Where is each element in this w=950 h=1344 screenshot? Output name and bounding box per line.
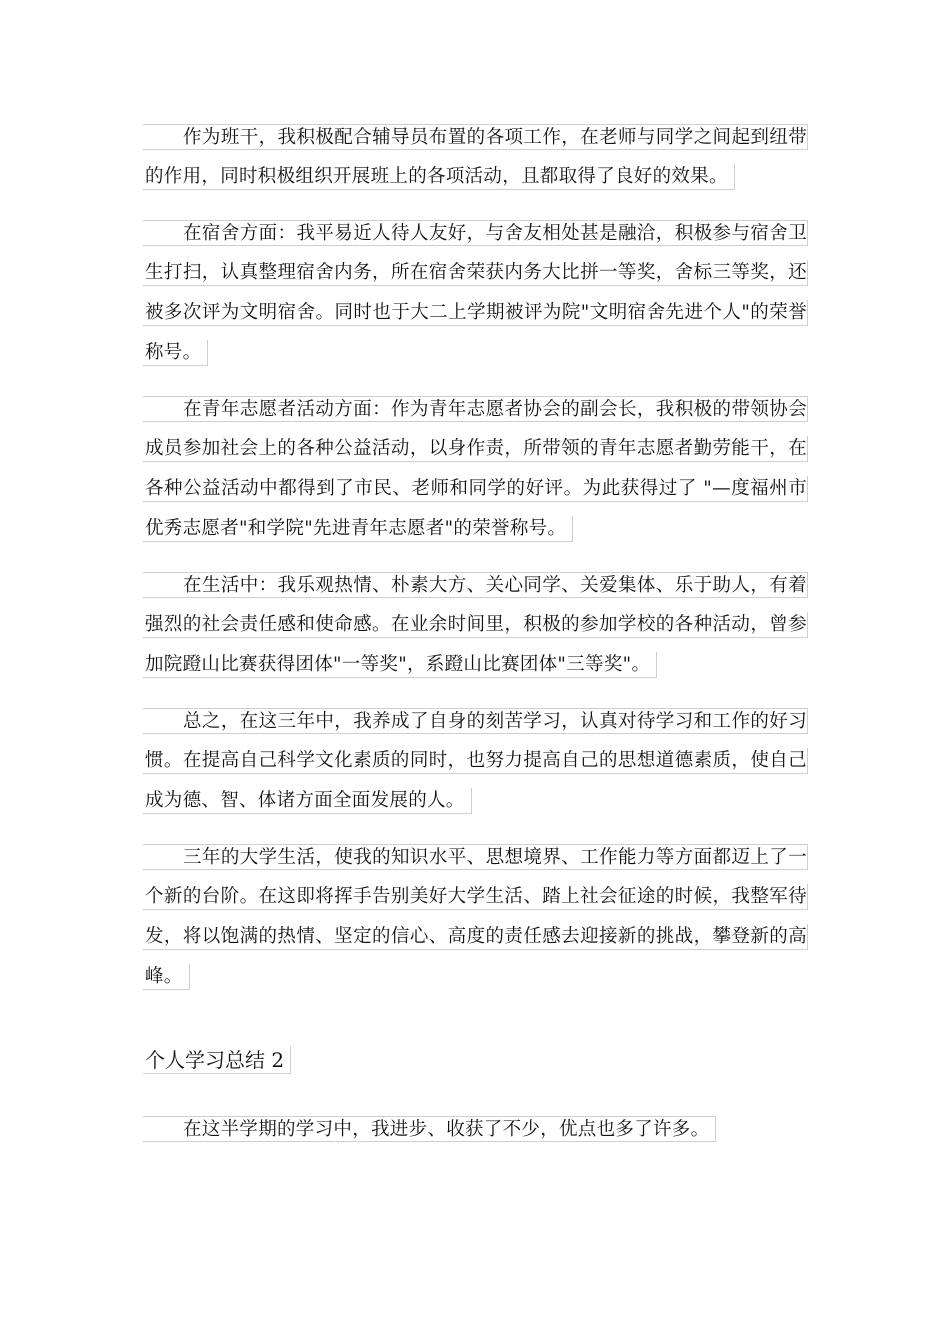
text-line: 称号。 bbox=[143, 340, 208, 366]
text-line: 优秀志愿者"和学院"先进青年志愿者"的荣誉称号。 bbox=[143, 516, 573, 542]
paragraph-dormitory bbox=[143, 220, 808, 366]
text-line: 峰。 bbox=[143, 964, 190, 990]
text-line: 各种公益活动中都得到了市民、老师和同学的好评。为此获得过了 "—度福州市 bbox=[143, 476, 808, 502]
text-line: 生打扫，认真整理宿舍内务，所在宿舍荣获内务大比拼一等奖，舍标三等奖，还 bbox=[143, 260, 808, 286]
text-line: 强烈的社会责任感和使命感。在业余时间里，积极的参加学校的各种活动，曾参 bbox=[143, 612, 808, 638]
text-line: 的作用，同时积极组织开展班上的各项活动，且都取得了良好的效果。 bbox=[143, 164, 735, 190]
paragraph-volunteer bbox=[143, 396, 808, 542]
paragraph-summary bbox=[143, 708, 808, 814]
text-line: 被多次评为文明宿舍。同时也于大二上学期被评为院"文明宿舍先进个人"的荣誉 bbox=[143, 300, 808, 326]
text-line: 在生活中：我乐观热情、朴素大方、关心同学、关爱集体、乐于助人，有着 bbox=[143, 572, 808, 598]
text-line: 加院蹬山比赛获得团体"一等奖"，系蹬山比赛团体"三等奖"。 bbox=[143, 652, 657, 678]
text-line: 个新的台阶。在这即将挥手告别美好大学生活、踏上社会征途的时候，我整军待 bbox=[143, 884, 808, 910]
paragraph-class-cadre bbox=[143, 124, 808, 190]
text-line: 发，将以饱满的热情、坚定的信心、高度的责任感去迎接新的挑战，攀登新的高 bbox=[143, 924, 808, 950]
paragraph-three-years bbox=[143, 844, 808, 990]
paragraph-semester bbox=[143, 1116, 808, 1142]
text-line: 在宿舍方面：我平易近人待人友好，与舍友相处甚是融洽，积极参与宿舍卫 bbox=[143, 220, 808, 246]
text-line: 总之，在这三年中，我养成了自身的刻苦学习，认真对待学习和工作的好习 bbox=[143, 708, 808, 734]
text-line: 在青年志愿者活动方面：作为青年志愿者协会的副会长，我积极的带领协会 bbox=[143, 396, 808, 422]
text-line: 成员参加社会上的各种公益活动，以身作责，所带领的青年志愿者勤劳能干，在 bbox=[143, 436, 808, 462]
text-line: 成为德、智、体诸方面全面发展的人。 bbox=[143, 788, 472, 814]
text-line: 惯。在提高自己科学文化素质的同时，也努力提高自己的思想道德素质，使自己 bbox=[143, 748, 808, 774]
document-page bbox=[143, 124, 808, 1172]
text-line: 在这半学期的学习中，我进步、收获了不少，优点也多了许多。 bbox=[143, 1116, 716, 1142]
section-heading: 个人学习总结 2 bbox=[143, 1046, 291, 1074]
text-line: 作为班干，我积极配合辅导员布置的各项工作，在老师与同学之间起到纽带 bbox=[143, 124, 808, 150]
text-line: 三年的大学生活，使我的知识水平、思想境界、工作能力等方面都迈上了一 bbox=[143, 844, 808, 870]
paragraph-life bbox=[143, 572, 808, 678]
